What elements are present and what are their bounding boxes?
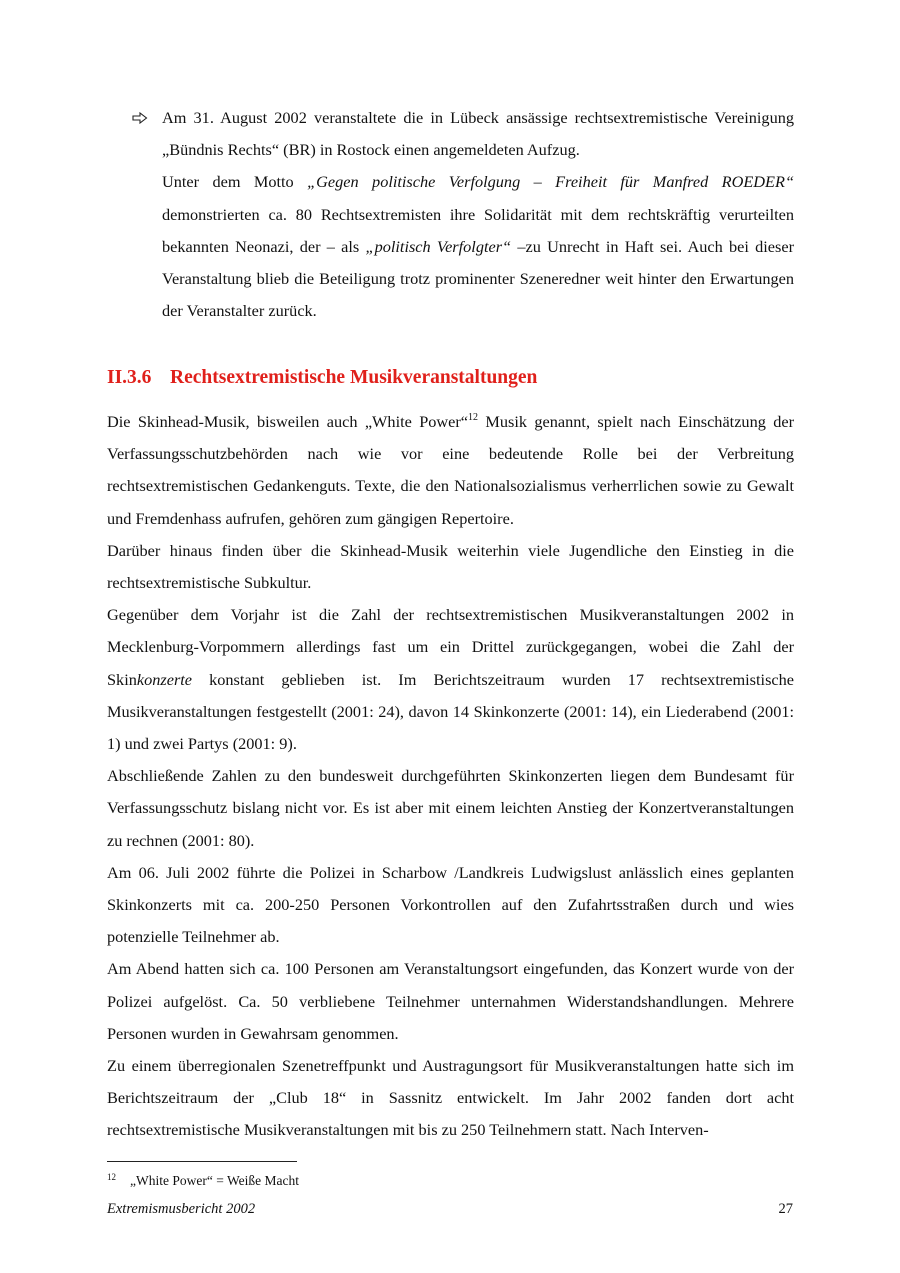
paragraph-3 bbox=[107, 599, 794, 760]
bullet-text-line2 bbox=[162, 166, 794, 327]
footnote-text: „White Power“ = Weiße Macht bbox=[130, 1173, 299, 1188]
paragraph-text-segment: Die Skinhead-Musik, bisweilen auch „White Power“ bbox=[107, 412, 469, 431]
paragraph-1 bbox=[107, 406, 794, 535]
arrow-bullet-icon bbox=[132, 102, 154, 134]
section-number: II.3.6 bbox=[107, 367, 152, 388]
footer-page-number: 27 bbox=[778, 1201, 793, 1217]
section-body bbox=[107, 406, 794, 1147]
section-heading bbox=[107, 362, 797, 394]
footnote-reference[interactable]: 12 bbox=[468, 412, 479, 423]
bullet-politisch-verfolgter-quote: „politisch Verfolgter“ bbox=[365, 236, 512, 256]
paragraph-2: Darüber hinaus finden über die Skinhead-Musik weiterhin viele Jugendliche den Einstieg in die rechtsextremistische Subkultur. bbox=[107, 540, 794, 593]
paragraph-text-segment: Gegenüber dem Vorjahr ist die Zahl der rechtsextremistischen Musikveranstaltungen 2002 in Mecklenburg-Vorpommern allerdings fast um ein Drittel zurückgegangen, wobei die Zahl der Skin bbox=[107, 605, 794, 689]
paragraph-6: Am Abend hatten sich ca. 100 Personen am Veranstaltungsort eingefunden, das Konzert wurde von der Polizei aufgelöst. Ca. 50 verbliebene Teilnehmer unternahmen Widerstandshandlungen. Mehrere Personen wurden in Gewahrsam genommen. bbox=[107, 959, 794, 1043]
bullet-item-rostock-aufzug bbox=[162, 102, 794, 327]
bullet-text-segment: Unter dem Motto bbox=[162, 172, 308, 192]
footnote-mark: 12 bbox=[107, 1172, 116, 1182]
footnote bbox=[107, 1167, 299, 1191]
section-title: Rechtsextremistische Musikveranstaltungen bbox=[170, 367, 538, 388]
bullet-text-line1: Am 31. August 2002 veranstaltete die in Lübeck ansässige rechtsextremistische Vereinigung „Bündnis Rechts“ (BR) in Rostock einen angemeldeten Aufzug. bbox=[162, 108, 794, 160]
bullet-text-segment: –zu Unrecht in Haft sei. Auch bei dieser Veranstaltung blieb die Beteiligung trotz prominenter Szeneredner weit hinter den Erwartungen der Veranstalter zurück. bbox=[162, 236, 795, 321]
paragraph-5: Am 06. Juli 2002 führte die Polizei in Scharbow /Landkreis Ludwigslust anlässlich eines geplanten Skinkonzerts mit ca. 200-250 Personen Vorkontrollen auf den Zufahrtsstraßen durch und wies potenzielle Teilnehmer ab. bbox=[107, 862, 794, 947]
paragraph-4: Abschließende Zahlen zu den bundesweit durchgeführten Skinkonzerten liegen dem Bundesamt für Verfassungsschutz bislang nicht vor. Es ist aber mit einem leichten Anstieg der Konzertveranstaltungen zu rechnen (2001: 80). bbox=[107, 766, 794, 850]
paragraph-7: Zu einem überregionalen Szenetreffpunkt und Austragungsort für Musikveranstaltungen hatte sich im Berichtszeitraum der „Club 18“ in Sassnitz entwickelt. Im Jahr 2002 fanden dort acht rechtsextremistische Musikveranstaltungen mit bis zu 250 Teilnehmern statt. Nach Interven- bbox=[107, 1056, 794, 1140]
footnote-divider bbox=[107, 1161, 297, 1162]
paragraph-text-segment: konstant geblieben ist. Im Berichtszeitraum wurden 17 rechtsextremistische Musikveranstaltungen festgestellt (2001: 24), davon 14 Skinkonzerte (2001: 14), ein Liederabend (2001: 1) und zwei Partys (2001: 9). bbox=[107, 669, 794, 754]
bullet-text-segment: demonstrierten ca. 80 Rechtsextremisten ihre Solidarität mit dem rechtskräftig verurteilten bekannten Neonazi, der – als bbox=[162, 204, 794, 256]
bullet-motto-quote: „Gegen politische Verfolgung – Freiheit für Manfred ROEDER“ bbox=[307, 172, 794, 192]
paragraph-emphasis: konzerte bbox=[136, 669, 193, 689]
footer-document-title: Extremismusbericht 2002 bbox=[107, 1201, 256, 1217]
paragraph-text-segment: Musik genannt, spielt nach Einschätzung der Verfassungsschutzbehörden nach wie vor eine bedeutende Rolle bei der Verbreitung rechtsextremistischen Gedankenguts. Texte, die den Nationalsozialismus verherrlichen sowie zu Gewalt und Fremdenhass aufrufen, gehören zum gängigen Repertoire. bbox=[107, 412, 795, 528]
